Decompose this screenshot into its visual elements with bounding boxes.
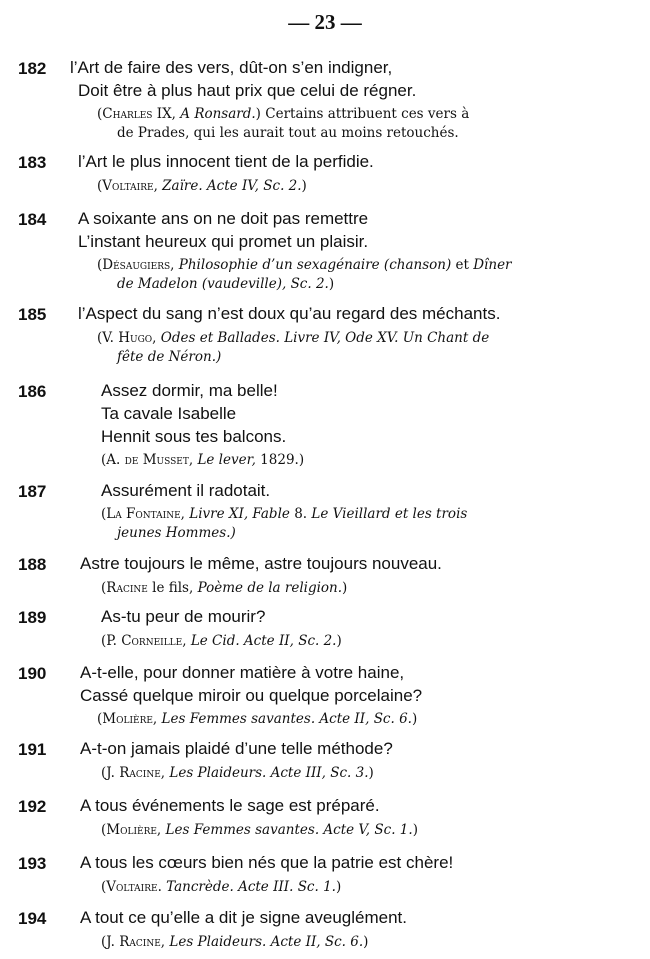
- source-author: P. Corneille,: [106, 633, 187, 649]
- source-author: Molière,: [106, 822, 162, 838]
- quote-line: A-t-on jamais plaidé d’une telle méthode?: [80, 739, 393, 758]
- quote-number: 192: [18, 797, 47, 816]
- quote-line: A tout ce qu’elle a dit je signe aveuglément.: [80, 908, 407, 927]
- quote-line: l’Art de faire des vers, dût-on s’en indigner,: [70, 58, 393, 77]
- quote-source: (Désaugiers, Philosophie d’un sexagénaire (chanson) et Dîner: [97, 257, 512, 273]
- source-author: V. Hugo,: [102, 330, 157, 346]
- source-work: Philosophie d’un sexagénaire (chanson): [178, 257, 452, 273]
- source-scene: Sc. 1.: [374, 822, 413, 838]
- quote-source: (J. Racine, Les Plaideurs. Acte II, Sc. 6.): [101, 934, 369, 950]
- source-scene: Sc. 3.: [330, 765, 369, 781]
- source-work: Le lever,: [197, 452, 256, 468]
- quote-number: 188: [18, 555, 47, 574]
- quote-line: Astre toujours le même, astre toujours nouveau.: [80, 554, 442, 573]
- quote-number: 190: [18, 664, 47, 683]
- quote-line: As-tu peur de mourir?: [101, 607, 266, 626]
- source-work: Poème de la religion.: [197, 580, 343, 596]
- quote-number: 191: [18, 740, 47, 759]
- quote-source: (Molière, Les Femmes savantes. Acte V, Sc. 1.): [101, 822, 418, 838]
- source-work: Odes et Ballades. Livre IV, Ode XV. Un Chant de: [160, 330, 490, 346]
- source-author: A. de Musset,: [106, 452, 194, 468]
- quote-line: l’Art le plus innocent tient de la perfidie.: [78, 152, 374, 171]
- quote-line: Doit être à plus haut prix que celui de régner.: [78, 81, 417, 100]
- source-author: Racine: [106, 580, 148, 596]
- quote-source: (V. Hugo, Odes et Ballades. Livre IV, Ode XV. Un Chant de: [97, 330, 490, 346]
- quote-source: (La Fontaine, Livre XI, Fable 8. Le Vieillard et les trois: [101, 506, 468, 522]
- quote-source: (P. Corneille, Le Cid. Acte II, Sc. 2.): [101, 633, 342, 649]
- source-author: La Fontaine,: [106, 506, 185, 522]
- quote-line: Assurément il radotait.: [101, 481, 271, 500]
- quote-line: A tous les cœurs bien nés que la patrie est chère!: [80, 853, 454, 872]
- source-author: Voltaire,: [102, 178, 158, 194]
- source-author: Voltaire.: [106, 879, 162, 895]
- quote-source: (Charles IX, A Ronsard.) Certains attribuent ces vers à: [97, 106, 470, 122]
- quote-line: Cassé quelque miroir ou quelque porcelaine?: [80, 686, 423, 705]
- quote-number: 185: [18, 305, 47, 324]
- quote-source: (A. de Musset, Le lever, 1829.): [101, 452, 305, 468]
- quote-number: 194: [18, 909, 47, 928]
- source-work: Tancrède. Acte III.: [166, 879, 294, 895]
- source-author: J. Racine,: [106, 765, 166, 781]
- quote-number: 187: [18, 482, 47, 501]
- quote-source-cont: fête de Néron.): [117, 349, 222, 365]
- source-work: Les Plaideurs. Acte II,: [169, 934, 321, 950]
- quote-source: (Molière, Les Femmes savantes. Acte II, Sc. 6.): [97, 711, 418, 727]
- quote-source: (Voltaire. Tancrède. Acte III. Sc. 1.): [101, 879, 342, 895]
- source-work: Zaïre. Acte IV,: [162, 178, 259, 194]
- quote-number: 193: [18, 854, 47, 873]
- quote-source: (Voltaire, Zaïre. Acte IV, Sc. 2.): [97, 178, 307, 194]
- source-scene: Sc. 2.: [263, 178, 302, 194]
- quote-line: A soixante ans on ne doit pas remettre: [78, 209, 369, 228]
- quote-line: Hennit sous tes balcons.: [101, 427, 287, 446]
- source-work: Les Femmes savantes. Acte V,: [165, 822, 371, 838]
- quote-source-cont: jeunes Hommes.): [117, 525, 236, 541]
- quote-number: 183: [18, 153, 47, 172]
- quote-number: 182: [18, 59, 47, 78]
- source-author: J. Racine,: [106, 934, 166, 950]
- quote-line: L’instant heureux qui promet un plaisir.: [78, 232, 369, 251]
- quote-source-cont: de Madelon (vaudeville), Sc. 2.): [117, 276, 335, 292]
- quote-line: A-t-elle, pour donner matière à votre haine,: [80, 663, 405, 682]
- source-work: Les Plaideurs. Acte III,: [169, 765, 326, 781]
- source-note: Certains attribuent ces vers à: [265, 106, 470, 122]
- quote-source: (Racine le fils, Poème de la religion.): [101, 580, 348, 596]
- quote-line: l’Aspect du sang n’est doux qu’au regard des méchants.: [78, 304, 501, 323]
- quote-number: 184: [18, 210, 47, 229]
- source-scene: Sc. 6.: [373, 711, 412, 727]
- source-work: A Ronsard.: [180, 106, 256, 122]
- quote-line: A tous événements le sage est préparé.: [80, 796, 380, 815]
- quote-line: Assez dormir, ma belle!: [101, 381, 278, 400]
- source-scene: Sc. 1.: [297, 879, 336, 895]
- source-work: Livre XI, Fable: [189, 506, 290, 522]
- source-scene: Sc. 2.: [298, 633, 337, 649]
- quote-source: (J. Racine, Les Plaideurs. Acte III, Sc. 3.): [101, 765, 374, 781]
- source-author: Charles IX,: [102, 106, 176, 122]
- source-scene: Sc. 6.: [324, 934, 364, 950]
- source-author: Désaugiers,: [102, 257, 175, 273]
- quote-number: 186: [18, 382, 47, 401]
- source-scene: Sc. 2.: [290, 276, 329, 292]
- quote-line: Ta cavale Isabelle: [101, 404, 237, 423]
- source-author: Molière,: [102, 711, 158, 727]
- source-work: Le Cid. Acte II,: [190, 633, 294, 649]
- quote-number: 189: [18, 608, 47, 627]
- page-number: — 23 —: [288, 10, 362, 34]
- source-work: Les Femmes savantes. Acte II,: [161, 711, 370, 727]
- quote-source-cont: de Prades, qui les aurait tout au moins retouchés.: [117, 125, 459, 141]
